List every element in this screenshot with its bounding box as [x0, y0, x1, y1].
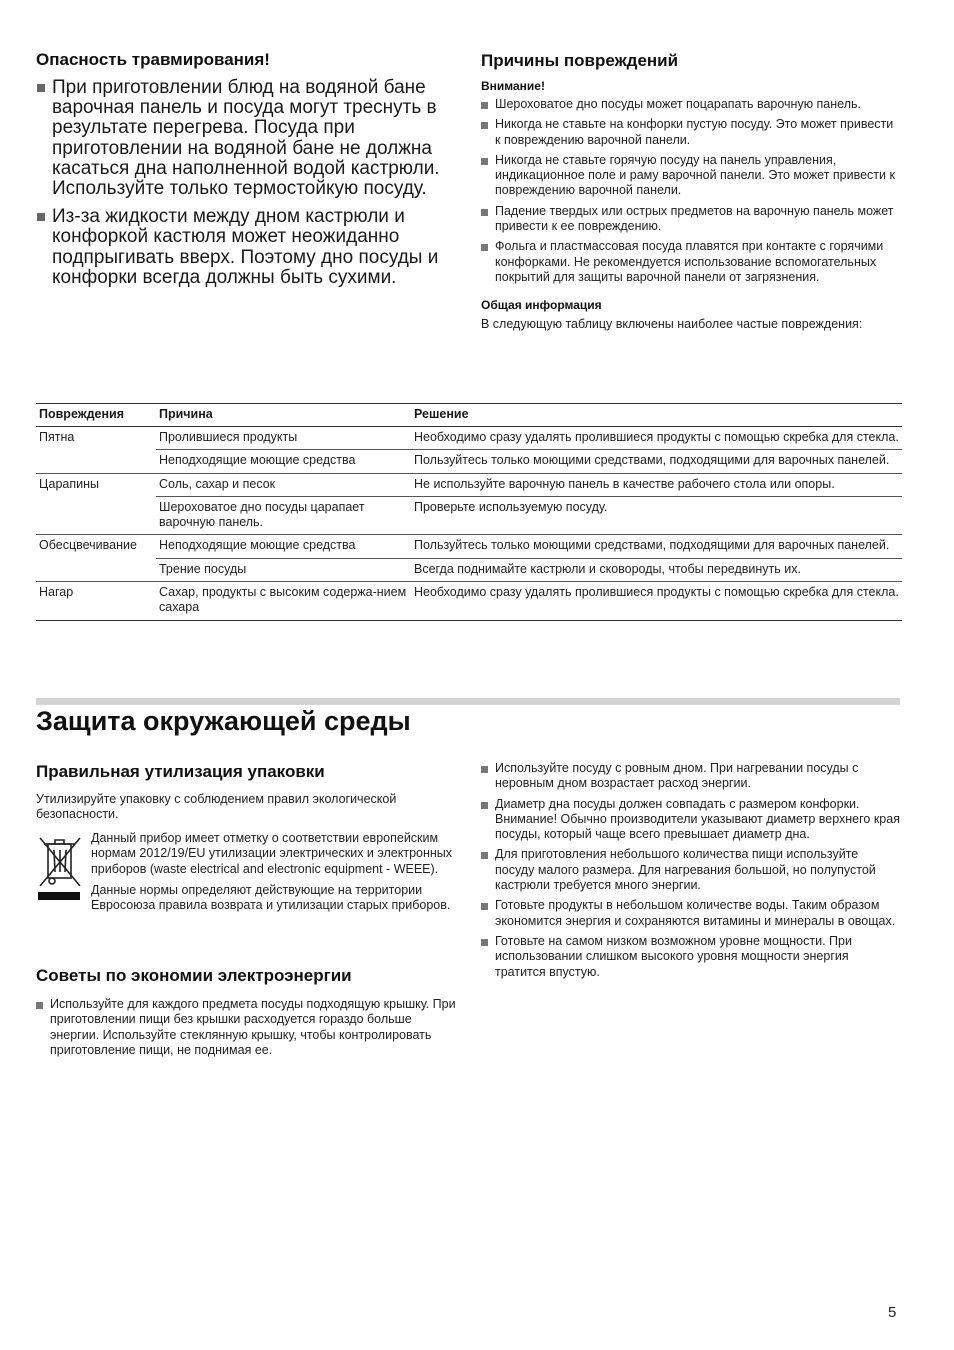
header-damage: Повреждения	[36, 404, 156, 427]
damage-cell: Обесцвечивание	[36, 535, 156, 582]
list-item: Готовьте на самом низком возможном уровне мощности. При использовании слишком высокого уровня мощности энергия тратится впустую.	[481, 934, 901, 980]
solution-cell: Всегда поднимайте кастрюли и сковороды, чтобы передвинуть их.	[411, 558, 902, 581]
list-item: Падение твердых или острых предметов на варочную панель может привести к ее повреждению.	[481, 204, 901, 235]
list-item: Фольга и пластмассовая посуда плавятся при контакте с горячими конфорками. Не рекомендуется использование вспомогательных покрытий для защиты варочной панели от загрязнения.	[481, 239, 901, 285]
solution-cell: Необходимо сразу удалять пролившиеся продукты с помощью скребка для стекла.	[411, 582, 902, 621]
energy-section	[36, 966, 456, 1063]
general-info-text: В следующую таблицу включены наиболее частые повреждения:	[481, 317, 863, 332]
energy-heading: Советы по экономии электроэнергии	[36, 966, 352, 985]
list-item: Используйте для каждого предмета посуды подходящую крышку. При приготовлении пищи без крышки расходуется гораздо больше энергии. Используйте стеклянную крышку, чтобы контролировать приготовление пищи, не поднимая ее.	[36, 997, 456, 1058]
list-item: Шероховатое дно посуды может поцарапать варочную панель.	[481, 97, 901, 112]
general-info-label: Общая информация	[481, 298, 602, 313]
table-row	[36, 582, 902, 621]
solution-cell: Не используйте варочную панель в качестве рабочего стола или опоры.	[411, 473, 902, 496]
solution-cell: Проверьте используемую посуду.	[411, 496, 902, 535]
list-item: Готовьте продукты в небольшом количестве воды. Таким образом экономится энергия и сохраняются витамины и минералы в овощах.	[481, 898, 901, 929]
packaging-intro: Утилизируйте упаковку с соблюдением правил экологической безопасности.	[36, 792, 397, 822]
damage-heading: Причины повреждений	[481, 51, 679, 70]
weee-text: Данный прибор имеет отметку о соответствии европейским нормам 2012/19/EU утилизации электрических и электронных приборов (waste electrical and electronic equipment - WEEE).	[91, 831, 453, 876]
page-number: 5	[888, 1304, 897, 1321]
weee-info	[91, 831, 456, 913]
packaging-section	[36, 762, 456, 823]
table-row	[36, 535, 902, 558]
cause-cell: Трение посуды	[156, 558, 411, 581]
section-divider	[36, 698, 900, 705]
list-item: Используйте посуду с ровным дном. При нагревании посуды с неровным дном возрастает расход энергии.	[481, 761, 901, 792]
attention-label: Внимание!	[481, 79, 545, 93]
header-solution: Решение	[411, 404, 902, 427]
list-item: Для приготовления небольшого количества пищи используйте посуду малого размера. Для нагревания большой, но полупустой кастрюли требуется много энергии.	[481, 847, 901, 893]
list-item: Никогда не ставьте на конфорки пустую посуду. Это может привести к повреждению варочной панели.	[481, 117, 901, 148]
table-row	[36, 473, 902, 496]
page-title: Защита окружающей среды	[36, 706, 411, 736]
cause-cell: Неподходящие моющие средства	[156, 535, 411, 558]
table-row	[36, 558, 902, 581]
table-row	[36, 427, 902, 450]
header-cause: Причина	[156, 404, 411, 427]
energy-list	[36, 997, 456, 1058]
cause-cell: Сахар, продукты с высоким содержа-нием сахара	[156, 582, 411, 621]
table-row	[36, 450, 902, 473]
list-item: При приготовлении блюд на водяной бане варочная панель и посуда могут треснуть в результате перегрева. Посуда при приготовлении на водяной бане не должна касаться дна наполненной водой кастрюли. Используйте только термостойкую посуду.	[36, 78, 456, 199]
solution-cell: Пользуйтесь только моющими средствами, подходящими для варочных панелей.	[411, 450, 902, 473]
energy-tips-list	[481, 761, 901, 980]
damage-cell: Пятна	[36, 427, 156, 474]
cause-cell: Пролившиеся продукты	[156, 427, 411, 450]
cause-cell: Неподходящие моющие средства	[156, 450, 411, 473]
table-row	[36, 496, 902, 535]
weee-icon	[36, 834, 84, 904]
list-item: Никогда не ставьте горячую посуду на панель управления, индикационное поле и раму варочной панели. Это может привести к повреждению варочной панели.	[481, 153, 901, 199]
injury-list	[36, 78, 456, 288]
table-header-row	[36, 404, 902, 427]
cause-cell: Шероховатое дно посуды царапает варочную панель.	[156, 496, 411, 535]
injury-heading: Опасность травмирования!	[36, 50, 270, 69]
solution-cell: Необходимо сразу удалять пролившиеся продукты с помощью скребка для стекла.	[411, 427, 902, 450]
eu-rules-text: Данные нормы определяют действующие на территории Евросоюза правила возврата и утилизации старых приборов.	[91, 882, 451, 913]
solution-cell: Пользуйтесь только моющими средствами, подходящими для варочных панелей.	[411, 535, 902, 558]
cause-cell: Соль, сахар и песок	[156, 473, 411, 496]
damage-cell: Царапины	[36, 473, 156, 535]
energy-tips-right	[481, 761, 901, 985]
damage-table	[36, 403, 902, 621]
damage-cell: Нагар	[36, 582, 156, 621]
list-item: Из-за жидкости между дном кастрюли и конфоркой кастюля может неожиданно подпрыгивать вверх. Поэтому дно посуды и конфорки всегда должны быть сухими.	[36, 207, 456, 288]
damage-list	[481, 97, 901, 285]
list-item: Диаметр дна посуды должен совпадать с размером конфорки. Внимание! Обычно производители указывают диаметр верхнего края посуды, который чаще всего превышает диаметр дна.	[481, 797, 901, 843]
packaging-heading: Правильная утилизация упаковки	[36, 762, 325, 781]
injury-section	[36, 50, 456, 296]
damage-section	[481, 51, 901, 333]
